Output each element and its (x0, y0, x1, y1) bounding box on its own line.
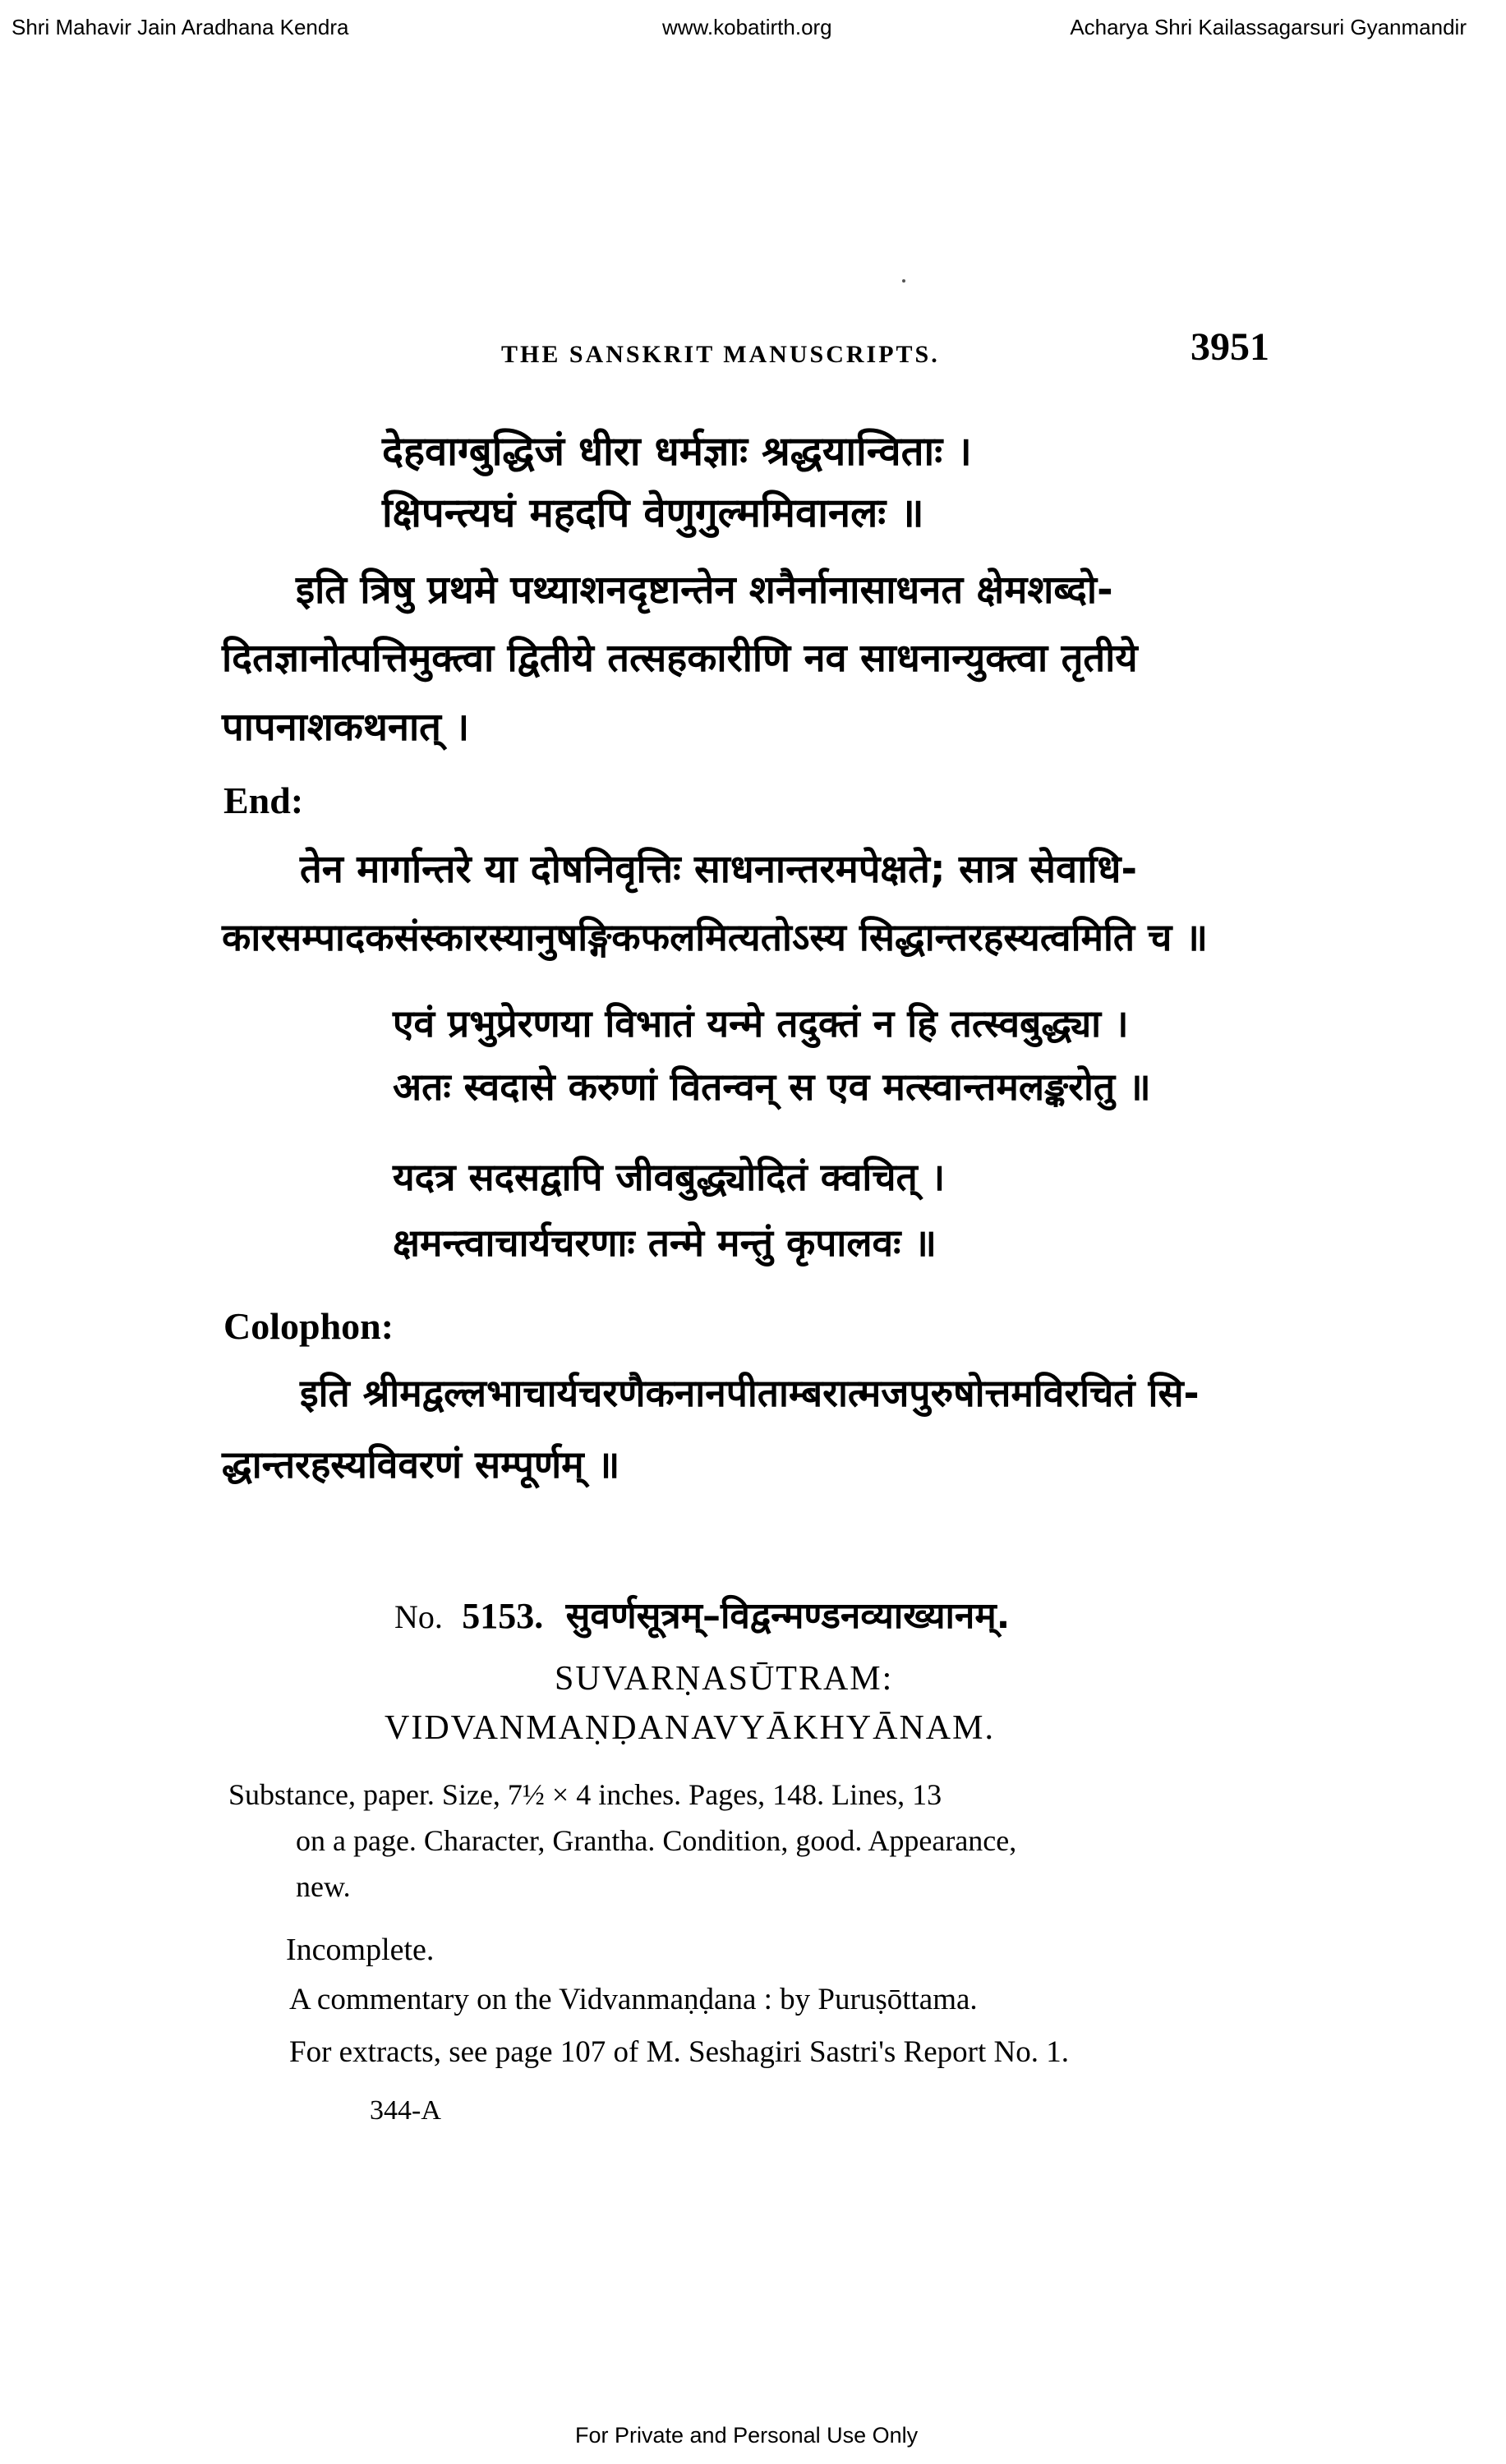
entry-heading (394, 1589, 1010, 1639)
colophon-prose-line-1: इति श्रीमद्वल्लभाचार्यचरणैकनानपीताम्बरात्मजपुरुषोत्तमविरचितं सि- (300, 1371, 1200, 1415)
page-number: 3951 (1191, 325, 1269, 369)
opening-prose-line-3: पापनाशकथनात् । (222, 705, 470, 750)
entry-status: Incomplete. (286, 1933, 435, 1967)
entry-description-line-1: Substance, paper. Size, 7½ × 4 inches. Pages, 148. Lines, 13 (228, 1778, 942, 1811)
shelf-mark: 344-A (370, 2095, 441, 2126)
running-title: THE SANSKRIT MANUSCRIPTS. (501, 341, 940, 368)
end-verse-1-line-2: अतः स्वदासे करुणां वितन्वन् स एव मत्स्वान्तमलङ्करोतु ॥ (393, 1064, 1151, 1109)
footer-notice: For Private and Personal Use Only (575, 2423, 919, 2448)
entry-note-commentary: A commentary on the Vidvanmaṇḍana : by Puruṣōttama. (289, 1983, 978, 2016)
colophon-prose-line-2: द्धान्तरहस्यविवरणं सम्पूर्णम् ॥ (222, 1442, 620, 1487)
entry-title-devanagari: सुवर्णसूत्रम्–विद्वन्मण्डनव्याख्यानम्. (565, 1595, 1011, 1637)
entry-description-line-3: new. (296, 1870, 351, 1903)
header-right-text: Acharya Shri Kailassagarsuri Gyanmandir (1070, 15, 1467, 39)
opening-verse-line-2: क्षिपन्त्यघं महदपि वेणुगुल्ममिवानलः ॥ (382, 490, 924, 536)
entry-title-translit-1: SUVARṆASŪTRAM: (555, 1660, 894, 1698)
end-label: End: (223, 779, 304, 821)
opening-verse-line-1: देहवाग्बुद्धिजं धीरा धर्मज्ञाः श्रद्धयान्विताः । (382, 428, 972, 475)
entry-description-line-2: on a page. Character, Grantha. Condition, good. Appearance, (296, 1824, 1017, 1857)
entry-note-extracts: For extracts, see page 107 of M. Seshagiri Sastri's Report No. 1. (289, 2035, 1069, 2069)
opening-prose-line-2: दितज्ञानोत्पत्तिमुक्त्वा द्वितीये तत्सहकारीणि नव साधनान्युक्त्वा तृतीये (222, 636, 1138, 681)
header-left-text: Shri Mahavir Jain Aradhana Kendra (12, 15, 349, 39)
end-verse-2-line-1: यदत्र सदसद्वापि जीवबुद्ध्योदितं क्वचित् । (393, 1155, 946, 1199)
colophon-label: Colophon: (223, 1305, 394, 1347)
end-prose-line-1: तेन मार्गान्तरे या दोषनिवृत्तिः साधनान्तरमपेक्षते; सात्र सेवाधि- (300, 847, 1137, 892)
entry-title-translit-2: VIDVANMAṆḌANAVYĀKHYĀNAM. (385, 1709, 995, 1747)
entry-number-value: 5153. (462, 1596, 544, 1636)
entry-number-label: No. (394, 1598, 443, 1635)
page-running-head (501, 324, 1269, 374)
site-header-bar (0, 15, 1506, 43)
end-verse-1-line-1: एवं प्रभुप्रेरणया विभातं यन्मे तदुक्तं न हि तत्स्वबुद्ध्या । (393, 1001, 1129, 1046)
header-website-link[interactable]: www.kobatirth.org (662, 15, 832, 39)
scan-speck (902, 279, 905, 283)
end-verse-2-line-2: क्षमन्त्वाचार्यचरणाः तन्मे मन्तुं कृपालवः ॥ (393, 1221, 937, 1265)
end-prose-line-2: कारसम्पादकसंस्कारस्यानुषङ्गिकफलमित्यतोऽस्य सिद्धान्तरहस्यत्वमिति च ॥ (222, 915, 1208, 959)
opening-prose-line-1: इति त्रिषु प्रथमे पथ्याशनदृष्टान्तेन शनैर्नानासाधनत क्षेमशब्दो- (296, 568, 1113, 613)
